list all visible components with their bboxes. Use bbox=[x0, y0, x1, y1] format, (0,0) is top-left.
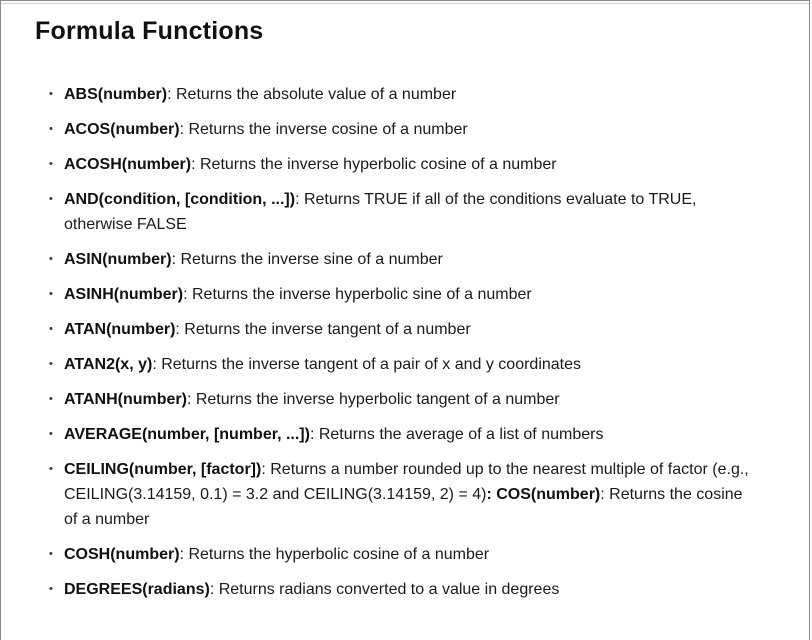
function-signature: AND(condition, [condition, ...]) bbox=[64, 191, 296, 208]
function-item-acosh bbox=[64, 152, 754, 177]
function-item-and bbox=[64, 187, 754, 237]
function-description-cos: : Returns the cosine of a number bbox=[64, 486, 743, 528]
function-signature: AVERAGE(number, [number, ...]) bbox=[64, 426, 310, 443]
functions-list bbox=[64, 82, 754, 612]
function-signature: ASIN(number) bbox=[64, 251, 172, 268]
function-item-asinh bbox=[64, 282, 754, 307]
function-description: : Returns radians converted to a value in degrees bbox=[209, 581, 560, 598]
function-signature: ATANH(number) bbox=[64, 391, 187, 408]
function-signature: ATAN(number) bbox=[64, 321, 176, 338]
function-description: : Returns TRUE if all of the conditions evaluate to TRUE, otherwise FALSE bbox=[64, 191, 697, 233]
function-signature: DEGREES(radians) bbox=[64, 581, 210, 598]
function-description: : Returns the inverse cosine of a number bbox=[179, 121, 468, 138]
function-signature: CEILING(number, [factor]) bbox=[64, 461, 262, 478]
function-description: : Returns the absolute value of a number bbox=[167, 86, 457, 103]
function-description: : Returns a number rounded up to the nearest multiple of factor (e.g., CEILING(3.14159, 0.1) = 3.2 and CEILING(3.14159, 2) = 4) bbox=[64, 461, 749, 503]
function-signature-cos: : COS(number) bbox=[486, 486, 601, 503]
function-item-asin bbox=[64, 247, 754, 272]
function-item-atan bbox=[64, 317, 754, 342]
function-item-abs bbox=[64, 82, 754, 107]
function-item-average bbox=[64, 422, 754, 447]
function-description: : Returns the average of a list of numbers bbox=[309, 426, 604, 443]
function-item-acos bbox=[64, 117, 754, 142]
function-item-ceiling bbox=[64, 457, 754, 532]
function-signature: ACOSH(number) bbox=[64, 156, 192, 173]
function-item-cosh bbox=[64, 542, 754, 567]
function-description: : Returns the inverse hyperbolic tangent of a number bbox=[186, 391, 560, 408]
function-item-atan2 bbox=[64, 352, 754, 377]
function-description: : Returns the hyperbolic cosine of a number bbox=[179, 546, 490, 563]
function-signature: ASINH(number) bbox=[64, 286, 184, 303]
function-signature: COSH(number) bbox=[64, 546, 180, 563]
function-signature: ACOS(number) bbox=[64, 121, 180, 138]
function-signature: ATAN2(x, y) bbox=[64, 356, 153, 373]
function-description: : Returns the inverse tangent of a number bbox=[175, 321, 471, 338]
function-description: : Returns the inverse hyperbolic sine of a number bbox=[183, 286, 532, 303]
page-title: Formula Functions bbox=[35, 17, 264, 45]
function-description: : Returns the inverse tangent of a pair of x and y coordinates bbox=[152, 356, 582, 373]
function-item-degrees bbox=[64, 577, 754, 602]
function-signature: ABS(number) bbox=[64, 86, 168, 103]
function-description: : Returns the inverse hyperbolic cosine of a number bbox=[191, 156, 557, 173]
function-item-atanh bbox=[64, 387, 754, 412]
function-description: : Returns the inverse sine of a number bbox=[171, 251, 443, 268]
